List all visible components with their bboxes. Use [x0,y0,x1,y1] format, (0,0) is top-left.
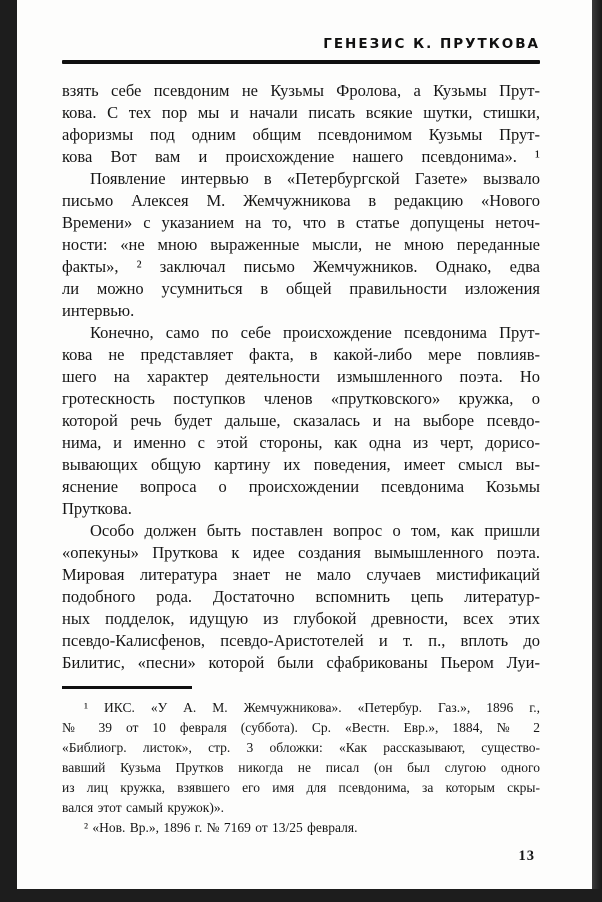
text-line: гротескность поступков членов «прутковского» кружка, о [62,389,540,408]
body-paragraph [62,168,540,322]
text-line: Конечно, само по себе происхождение псевдонима Прут- [90,323,540,342]
footnote-line: «Библиогр. листок», стр. 3 обложки: «Как рассказывают, существо- [62,739,540,755]
body-text [62,80,540,674]
running-head-title: ГЕНЕЗИС К. ПРУТКОВА [323,36,540,52]
text-line: афоризмы под одним общим псевдонимом Кузьмы Прут- [62,125,540,144]
footnote-line: из лиц кружка, взявшего его имя для псевдонима, за которым скры- [62,779,540,795]
footnote [62,818,540,838]
body-paragraph [62,322,540,520]
page-number: 13 [518,847,535,864]
text-line: кова Вот вам и происхождение нашего псевдонима». ¹ [62,147,540,166]
text-line: Времени» с указанием на то, что в статье допущены неточ- [62,213,540,232]
scan-edge-left [0,0,17,902]
text-line: кова не представляет факта, в какой-либо мере повлияв- [62,345,540,364]
text-line: подобного рода. Достаточно вспомнить цепь литератур- [62,587,540,606]
text-line: которой речь будет дальше, сказалась и на выборе псевдо- [62,411,540,430]
text-line: ных подделок, идущую из глубокой древности, всех этих [62,609,540,628]
scan-edge-bottom [0,889,602,902]
footnote-separator [62,686,192,689]
text-line: «опекуны» Пруткова к идее создания вымышленного поэта. [62,543,540,562]
body-paragraph [62,80,540,168]
text-line: факты», ² заключал письмо Жемчужников. Однако, едва [62,257,540,276]
text-line: псевдо-Калисфенов, псевдо-Аристотелей и т. п., вплоть до [62,631,540,650]
footnote-line: ¹ ИКС. «У А. М. Жемчужникова». «Петербур. Газ.», 1896 г., [84,699,540,715]
text-line: кова. С тех пор мы и начали писать всякие шутки, стишки, [62,103,540,122]
body-paragraph [62,520,540,674]
footnote-line: вался этот самый кружок)». [62,799,224,815]
text-line: Пруткова. [62,499,132,518]
text-line: Билитис, «песни» которой были сфабрикованы Пьером Луи- [62,653,540,672]
scan-edge-right [592,0,602,902]
text-line: Мировая литература знает не мало случаев мистификаций [62,565,540,584]
text-line: Появление интервью в «Петербургской Газете» вызвало [90,169,540,188]
footnote-line: вавший Кузьма Прутков никогда не писал (он был слугою одного [62,759,540,775]
text-line: письмо Алексея М. Жемчужникова в редакцию «Нового [62,191,540,210]
text-line: Особо должен быть поставлен вопрос о том, как пришли [90,521,540,540]
text-line: ности: «не мною выраженные мысли, не мною переданные [62,235,540,254]
text-line: вывающих общую картину их поведения, имеет смысл вы- [62,455,540,474]
text-line: интервью. [62,301,135,320]
text-column [62,0,540,865]
text-line: шего на характер деятельности измышленного поэта. Но [62,367,540,386]
footnote-line: № 39 от 10 февраля (суббота). Ср. «Вестн. Евр.», 1884, № 2 [62,719,540,735]
header-rule [62,60,540,64]
footnote-line: ² «Нов. Вр.», 1896 г. № 7169 от 13/25 февраля. [84,819,358,835]
text-line: ли можно усумниться в общей правильности изложения [62,279,540,298]
text-line: яснение вопроса о происхождении псевдонима Козьмы [62,477,540,496]
text-line: взять себе псевдоним не Кузьмы Фролова, а Кузьмы Прут- [62,81,540,100]
text-line: нима, и именно с этой стороны, как одна из черт, дорисо- [62,433,540,452]
footnotes [62,698,540,838]
footnote [62,698,540,818]
